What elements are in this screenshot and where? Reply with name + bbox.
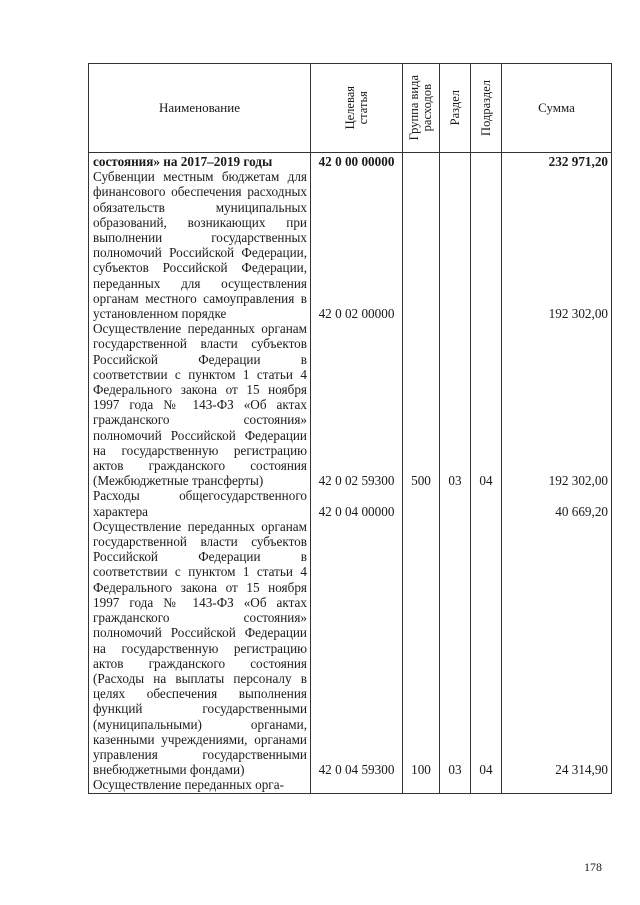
row-name: Субвенции местным бюджетам для финансового обеспечения расходных обязательств муниципальных образований, возникающих при выполнении государственных полномочий Российской Федерации, субъектов Российской Федерации, переданных для осуществления органам местного самоуправления в установленном порядке: [89, 169, 311, 321]
row-section: [440, 777, 471, 793]
row-section: 03: [440, 519, 471, 777]
row-group: [403, 488, 440, 518]
row-sum: 24 314,90: [502, 519, 612, 777]
row-code: 42 0 00 00000: [311, 153, 403, 170]
row-sum: 40 669,20: [502, 488, 612, 518]
row-code: 42 0 02 00000: [311, 169, 403, 321]
budget-table: [88, 63, 612, 794]
table-row: [89, 321, 612, 488]
row-group: [403, 153, 440, 170]
row-sum: 232 971,20: [502, 153, 612, 170]
row-subsection: [471, 488, 502, 518]
header-name: Наименование: [89, 64, 311, 153]
row-section: 03: [440, 321, 471, 488]
row-subsection: [471, 169, 502, 321]
header-section: Раздел: [440, 64, 471, 153]
row-name: состояния» на 2017–2019 годы: [89, 153, 311, 170]
row-sum: 192 302,00: [502, 321, 612, 488]
row-subsection: 04: [471, 321, 502, 488]
page-number: 178: [584, 860, 602, 874]
row-subsection: [471, 777, 502, 793]
row-name: Осуществление переданных орга-: [89, 777, 311, 793]
row-group: 100: [403, 519, 440, 777]
table-header-row: [89, 64, 612, 153]
row-name: Осуществление переданных органам государственной власти субъектов Российской Федерации в соответствии с пунктом 1 статьи 4 Федерального закона от 15 ноября 1997 года № 143-ФЗ «Об актах гражданского состояния» полномочий Российской Федерации на государственную регистрацию актов гражданского состояния (Расходы на выплаты персоналу в целях обеспечения выполнения функций государственными (муниципальными) органами, казенными учреждениями, органами управления государственными внебюджетными фондами): [89, 519, 311, 777]
row-name: Осуществление переданных органам государственной власти субъектов Российской Федерации в соответствии с пунктом 1 статьи 4 Федерального закона от 15 ноября 1997 года № 143-ФЗ «Об актах гражданского состояния» полномочий Российской Федерации на государственную регистрацию актов гражданского состояния (Межбюджетные трансферты): [89, 321, 311, 488]
row-code: 42 0 04 59300: [311, 519, 403, 777]
row-section: [440, 153, 471, 170]
header-subsection: Подраздел: [471, 64, 502, 153]
row-subsection: [471, 153, 502, 170]
row-section: [440, 488, 471, 518]
budget-table-container: [88, 63, 611, 794]
table-row: [89, 153, 612, 170]
header-sum: Сумма: [502, 64, 612, 153]
row-group: [403, 777, 440, 793]
header-target: Целевая статья: [311, 64, 403, 153]
row-code: 42 0 02 59300: [311, 321, 403, 488]
table-row: [89, 777, 612, 793]
row-code: 42 0 04 00000: [311, 488, 403, 518]
row-section: [440, 169, 471, 321]
row-group: [403, 169, 440, 321]
table-row: [89, 169, 612, 321]
row-name: Расходы общегосударственного характера: [89, 488, 311, 518]
row-group: 500: [403, 321, 440, 488]
row-code: [311, 777, 403, 793]
row-sum: 192 302,00: [502, 169, 612, 321]
row-sum: [502, 777, 612, 793]
table-row: [89, 488, 612, 518]
row-subsection: 04: [471, 519, 502, 777]
header-group: Группа вида расходов: [403, 64, 440, 153]
table-row: [89, 519, 612, 777]
